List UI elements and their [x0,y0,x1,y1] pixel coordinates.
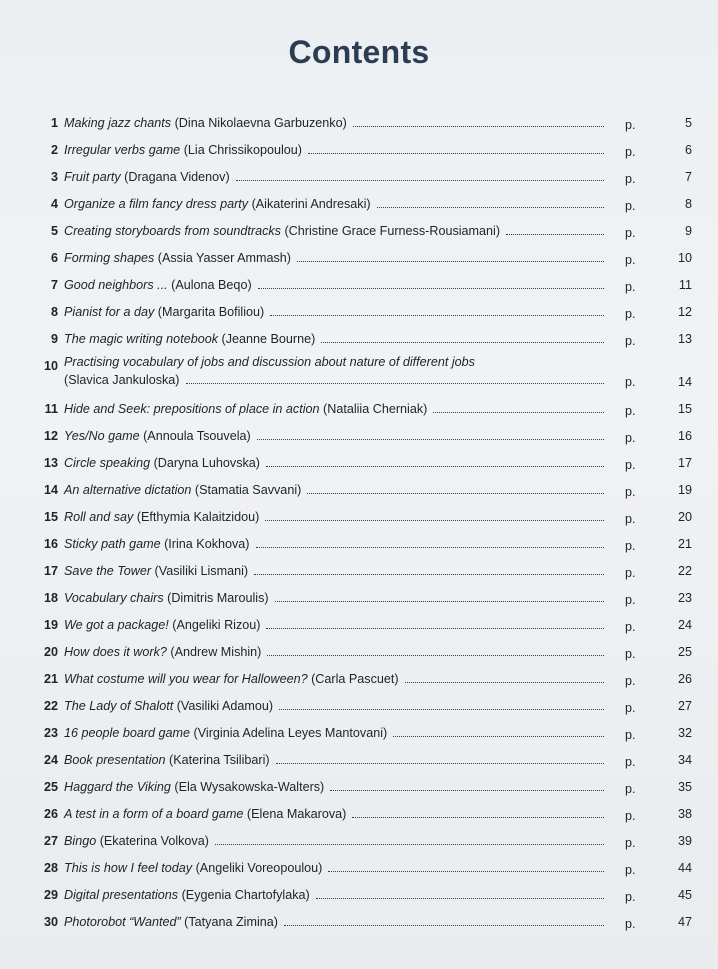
entry-author: (Slavica Jankuloska) [64,373,180,387]
dot-leader [215,843,604,845]
dot-leader [308,152,604,154]
entry-author: (Vasiliki Lismani) [151,564,249,578]
entry-title: Forming shapes [64,251,155,265]
entry-number: 1 [50,116,58,130]
page-number: 12 [677,305,692,319]
entry-number: 2 [50,143,58,157]
dot-leader [256,546,604,548]
page-prefix: p. [625,280,636,294]
dot-leader [257,438,604,440]
entry-author: (Dragana Videnov) [120,170,230,184]
page-number: 7 [684,170,692,184]
page-prefix: p. [625,809,636,823]
entry-number: 27 [43,834,58,848]
entry-number: 11 [44,402,58,416]
entry-title: What costume will you wear for Halloween? [64,672,308,686]
entry-number: 21 [43,672,58,686]
dot-leader [297,260,604,262]
entry-author: (Jeanne Bourne) [218,332,316,346]
entry-title: Yes/No game [64,429,140,443]
page-number: 13 [677,332,692,346]
entry-title: A test in a form of a board game [64,807,244,821]
entry-title: This is how I feel today [64,861,193,875]
page-number: 6 [684,143,692,157]
page-number: 20 [677,510,692,524]
entry-title: Organize a film fancy dress party [64,197,249,211]
dot-leader [405,681,604,683]
page-prefix: p. [625,375,636,389]
toc-entry [0,166,718,193]
entry-title: Pianist for a day [64,305,155,319]
entry-title: Digital presentations [64,888,179,902]
entry-title: Practising vocabulary of jobs and discussion about nature of different jobs [64,355,475,369]
page-number: 22 [677,564,692,578]
toc-entry [0,247,718,274]
entry-number: 10 [43,359,58,373]
toc-entry [0,220,718,247]
entry-author: (Daryna Luhovska) [150,456,261,470]
page-prefix: p. [625,647,636,661]
toc-entry [0,911,718,938]
dot-leader [266,465,604,467]
entry-author: (Nataliia Cherniak) [319,402,428,416]
entry-author: (Margarita Bofiliou) [154,305,265,319]
dot-leader [258,287,604,289]
page-prefix: p. [625,172,636,186]
page-number: 21 [677,537,692,551]
dot-leader [276,762,604,764]
page-number: 23 [677,591,692,605]
table-of-contents [0,112,718,938]
page-number: 44 [677,861,692,875]
entry-author: (Ekaterina Volkova) [96,834,209,848]
page-prefix: p. [625,485,636,499]
page-prefix: p. [625,512,636,526]
toc-entry [0,274,718,301]
entry-title: Save the Tower [64,564,152,578]
entry-title: How does it work? [64,645,167,659]
page-prefix: p. [625,890,636,904]
page-number: 38 [677,807,692,821]
entry-number: 22 [43,699,58,713]
entry-title: Photorobot “Wanted” [64,915,181,929]
toc-entry [0,749,718,776]
dot-leader [254,573,604,575]
toc-entry [0,560,718,587]
entry-number: 8 [50,305,58,319]
page-number: 9 [684,224,692,238]
toc-entry [0,193,718,220]
toc-entry [0,533,718,560]
entry-author: (Vasiliki Adamou) [173,699,274,713]
entry-title: Vocabulary chairs [64,591,164,605]
entry-title: Bingo [64,834,97,848]
entry-number: 19 [43,618,58,632]
entry-author: (Dimitris Maroulis) [163,591,269,605]
page-number: 45 [677,888,692,902]
page-number: 16 [677,429,692,443]
dot-leader [433,411,604,413]
entry-author: (Katerina Tsilibari) [165,753,270,767]
entry-number: 7 [50,278,58,292]
entry-number: 6 [50,251,58,265]
entry-number: 20 [43,645,58,659]
page-number: 39 [677,834,692,848]
dot-leader [284,924,604,926]
dot-leader [321,341,604,343]
page-number: 34 [677,753,692,767]
toc-entry [0,506,718,533]
dot-leader [275,600,604,602]
toc-entry [0,641,718,668]
entry-author: (Tatyana Zimina) [180,915,278,929]
toc-entry [0,587,718,614]
dot-leader [266,627,604,629]
page-prefix: p. [625,701,636,715]
toc-entry [0,668,718,695]
entry-number: 3 [50,170,58,184]
dot-leader [377,206,604,208]
toc-entry [0,803,718,830]
page-number: 14 [677,375,692,389]
page-number: 15 [677,402,692,416]
entry-title: Fruit party [64,170,121,184]
entry-author: (Angeliki Rizou) [168,618,261,632]
page-prefix: p. [625,404,636,418]
page-prefix: p. [625,307,636,321]
toc-entry [0,355,718,398]
page-prefix: p. [625,593,636,607]
page-prefix: p. [625,728,636,742]
page-prefix: p. [625,917,636,931]
entry-author: (Eygenia Chartofylaka) [178,888,310,902]
entry-number: 17 [43,564,58,578]
toc-entry [0,452,718,479]
entry-number: 25 [43,780,58,794]
page-prefix: p. [625,566,636,580]
dot-leader [393,735,604,737]
entry-title: Good neighbors ... [64,278,168,292]
dot-leader [307,492,604,494]
entry-number: 23 [43,726,58,740]
dot-leader [506,233,604,235]
entry-author: (Ela Wysakowska-Walters) [170,780,325,794]
entry-author: (Virginia Adelina Leyes Mantovani) [190,726,388,740]
entry-author: (Efthymia Kalaitzidou) [133,510,260,524]
toc-entry [0,722,718,749]
entry-title: Irregular verbs game [64,143,181,157]
entry-author: (Aikaterini Andresaki) [248,197,371,211]
toc-entry [0,614,718,641]
page-prefix: p. [625,836,636,850]
entry-author: (Assia Yasser Ammash) [154,251,292,265]
page-number: 24 [677,618,692,632]
page-prefix: p. [625,674,636,688]
page-prefix: p. [625,458,636,472]
dot-leader [352,816,604,818]
page-number: 47 [677,915,692,929]
page-prefix: p. [625,118,636,132]
entry-author: (Lia Chrissikopoulou) [180,143,302,157]
page-prefix: p. [625,226,636,240]
page-prefix: p. [625,539,636,553]
page-number: 25 [677,645,692,659]
entry-author: (Irina Kokhova) [160,537,250,551]
entry-number: 26 [43,807,58,821]
entry-author: (Aulona Beqo) [167,278,252,292]
entry-title: Making jazz chants [64,116,172,130]
dot-leader [265,519,604,521]
entry-title: Roll and say [64,510,134,524]
entry-number: 30 [43,915,58,929]
dot-leader [316,897,604,899]
entry-author: (Angeliki Voreopoulou) [192,861,323,875]
dot-leader [236,179,604,181]
entry-title: The magic writing notebook [64,332,219,346]
page-prefix: p. [625,782,636,796]
page-number: 27 [677,699,692,713]
entry-number: 28 [43,861,58,875]
entry-number: 5 [50,224,58,238]
entry-number: 14 [43,483,58,497]
dot-leader [279,708,604,710]
toc-entry [0,112,718,139]
page-number: 8 [684,197,692,211]
dot-leader [330,789,604,791]
toc-entry [0,425,718,452]
entry-title: Circle speaking [64,456,151,470]
entry-number: 15 [43,510,58,524]
toc-entry [0,139,718,166]
toc-entry [0,884,718,911]
entry-number: 13 [43,456,58,470]
page-prefix: p. [625,431,636,445]
toc-entry [0,479,718,506]
page-number: 19 [677,483,692,497]
entry-author: (Carla Pascuet) [307,672,399,686]
entry-author: (Christine Grace Furness-Rousiamani) [280,224,501,238]
dot-leader [328,870,604,872]
dot-leader [353,125,604,127]
page-prefix: p. [625,620,636,634]
entry-number: 24 [43,753,58,767]
page-number: 17 [677,456,692,470]
page-number: 5 [684,116,692,130]
entry-number: 12 [43,429,58,443]
toc-entry [0,328,718,355]
page-title: Contents [288,34,430,70]
entry-title: Book presentation [64,753,166,767]
entry-title: We got a package! [64,618,169,632]
entry-number: 16 [43,537,58,551]
page-number: 11 [678,278,692,292]
toc-entry [0,301,718,328]
toc-entry [0,776,718,803]
entry-number: 4 [50,197,58,211]
entry-number: 9 [50,332,58,346]
entry-author: (Andrew Mishin) [166,645,262,659]
entry-title: Haggard the Viking [64,780,171,794]
entry-author: (Stamatia Savvani) [191,483,302,497]
entry-number: 29 [43,888,58,902]
dot-leader [270,314,604,316]
page-number: 35 [677,780,692,794]
page-number: 26 [677,672,692,686]
entry-title: The Lady of Shalott [64,699,174,713]
page-prefix: p. [625,253,636,267]
page-prefix: p. [625,334,636,348]
toc-entry [0,398,718,425]
entry-number: 18 [43,591,58,605]
toc-entry [0,857,718,884]
page-prefix: p. [625,199,636,213]
toc-entry [0,695,718,722]
entry-title: Hide and Seek: prepositions of place in action [64,402,320,416]
page-prefix: p. [625,863,636,877]
entry-author: (Dina Nikolaevna Garbuzenko) [171,116,347,130]
page-number: 10 [677,251,692,265]
toc-entry [0,830,718,857]
dot-leader [186,382,605,384]
entry-title: Sticky path game [64,537,161,551]
entry-author: (Annoula Tsouvela) [139,429,251,443]
entry-title: 16 people board game [64,726,191,740]
page-number: 32 [677,726,692,740]
dot-leader [267,654,604,656]
entry-title: Creating storyboards from soundtracks [64,224,281,238]
page-prefix: p. [625,755,636,769]
entry-title: An alternative dictation [64,483,192,497]
page-prefix: p. [625,145,636,159]
entry-author: (Elena Makarova) [243,807,347,821]
